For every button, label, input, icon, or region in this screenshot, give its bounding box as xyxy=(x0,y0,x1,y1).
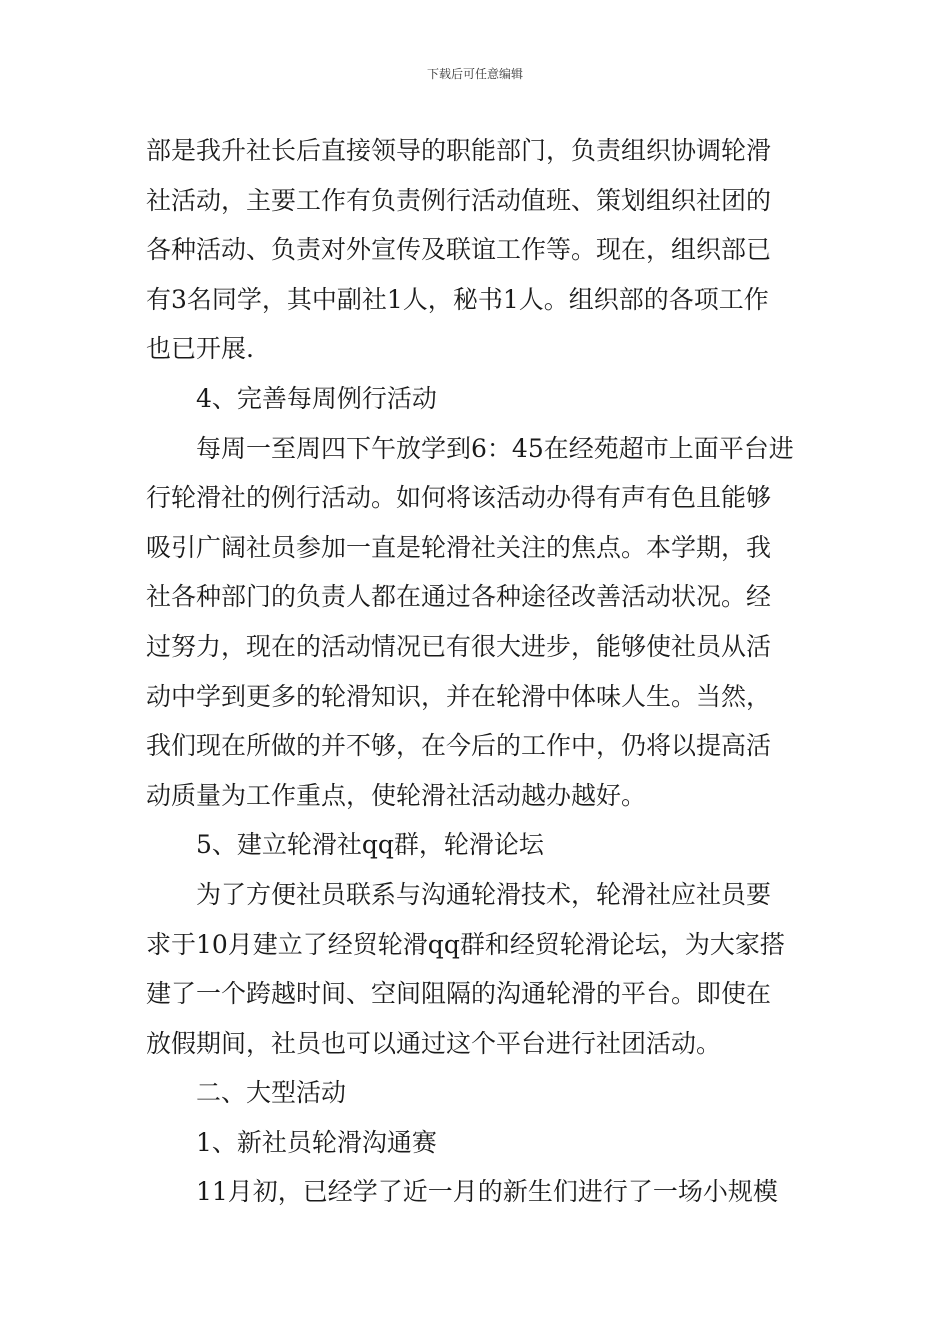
text-line: 4、完善每周例行活动 xyxy=(196,383,437,413)
text-line: 我们现在所做的并不够，在今后的工作中，仍将以提高活 xyxy=(146,731,772,761)
text-line: 动中学到更多的轮滑知识，并在轮滑中体味人生。当然， xyxy=(146,681,772,711)
document-body xyxy=(146,126,816,1217)
text-line: 为了方便社员联系与沟通轮滑技术，轮滑社应社员要 xyxy=(196,879,772,909)
text-line: 求于10月建立了经贸轮滑qq群和经贸轮滑论坛，为大家搭 xyxy=(146,929,785,959)
text-line: 过努力，现在的活动情况已有很大进步，能够使社员从活 xyxy=(146,631,772,661)
text-line: 动质量为工作重点，使轮滑社活动越办越好。 xyxy=(146,780,647,810)
page-header: 下载后可任意编辑 xyxy=(426,67,523,81)
text-line: 吸引广阔社员参加一直是轮滑社关注的焦点。本学期，我 xyxy=(146,532,772,562)
text-line: 放假期间，社员也可以通过这个平台进行社团活动。 xyxy=(146,1028,722,1058)
text-line: 部是我升社长后直接领导的职能部门，负责组织协调轮滑 xyxy=(146,136,772,165)
text-line: 社活动，主要工作有负责例行活动值班、策划组织社团的 xyxy=(146,185,772,215)
text-line: 11月初，已经学了近一月的新生们进行了一场小规模 xyxy=(196,1177,778,1207)
text-line: 二、大型活动 xyxy=(196,1078,347,1108)
text-line: 社各种部门的负责人都在通过各种途径改善活动状况。经 xyxy=(146,582,772,612)
text-line: 建了一个跨越时间、空间阻隔的沟通轮滑的平台。即使在 xyxy=(146,979,772,1009)
text-line: 有3名同学，其中副社1人，秘书1人。组织部的各项工作 xyxy=(146,284,769,314)
text-line: 行轮滑社的例行活动。如何将该活动办得有声有色且能够 xyxy=(146,483,772,513)
text-line: 5、建立轮滑社qq群，轮滑论坛 xyxy=(196,830,544,860)
text-line: 1、新社员轮滑沟通赛 xyxy=(196,1127,437,1157)
text-line: 也已开展. xyxy=(146,334,254,364)
text-line: 每周一至周四下午放学到6：45在经苑超市上面平台进 xyxy=(196,433,794,463)
text-line: 各种活动、负责对外宣传及联谊工作等。现在，组织部已 xyxy=(146,235,772,265)
